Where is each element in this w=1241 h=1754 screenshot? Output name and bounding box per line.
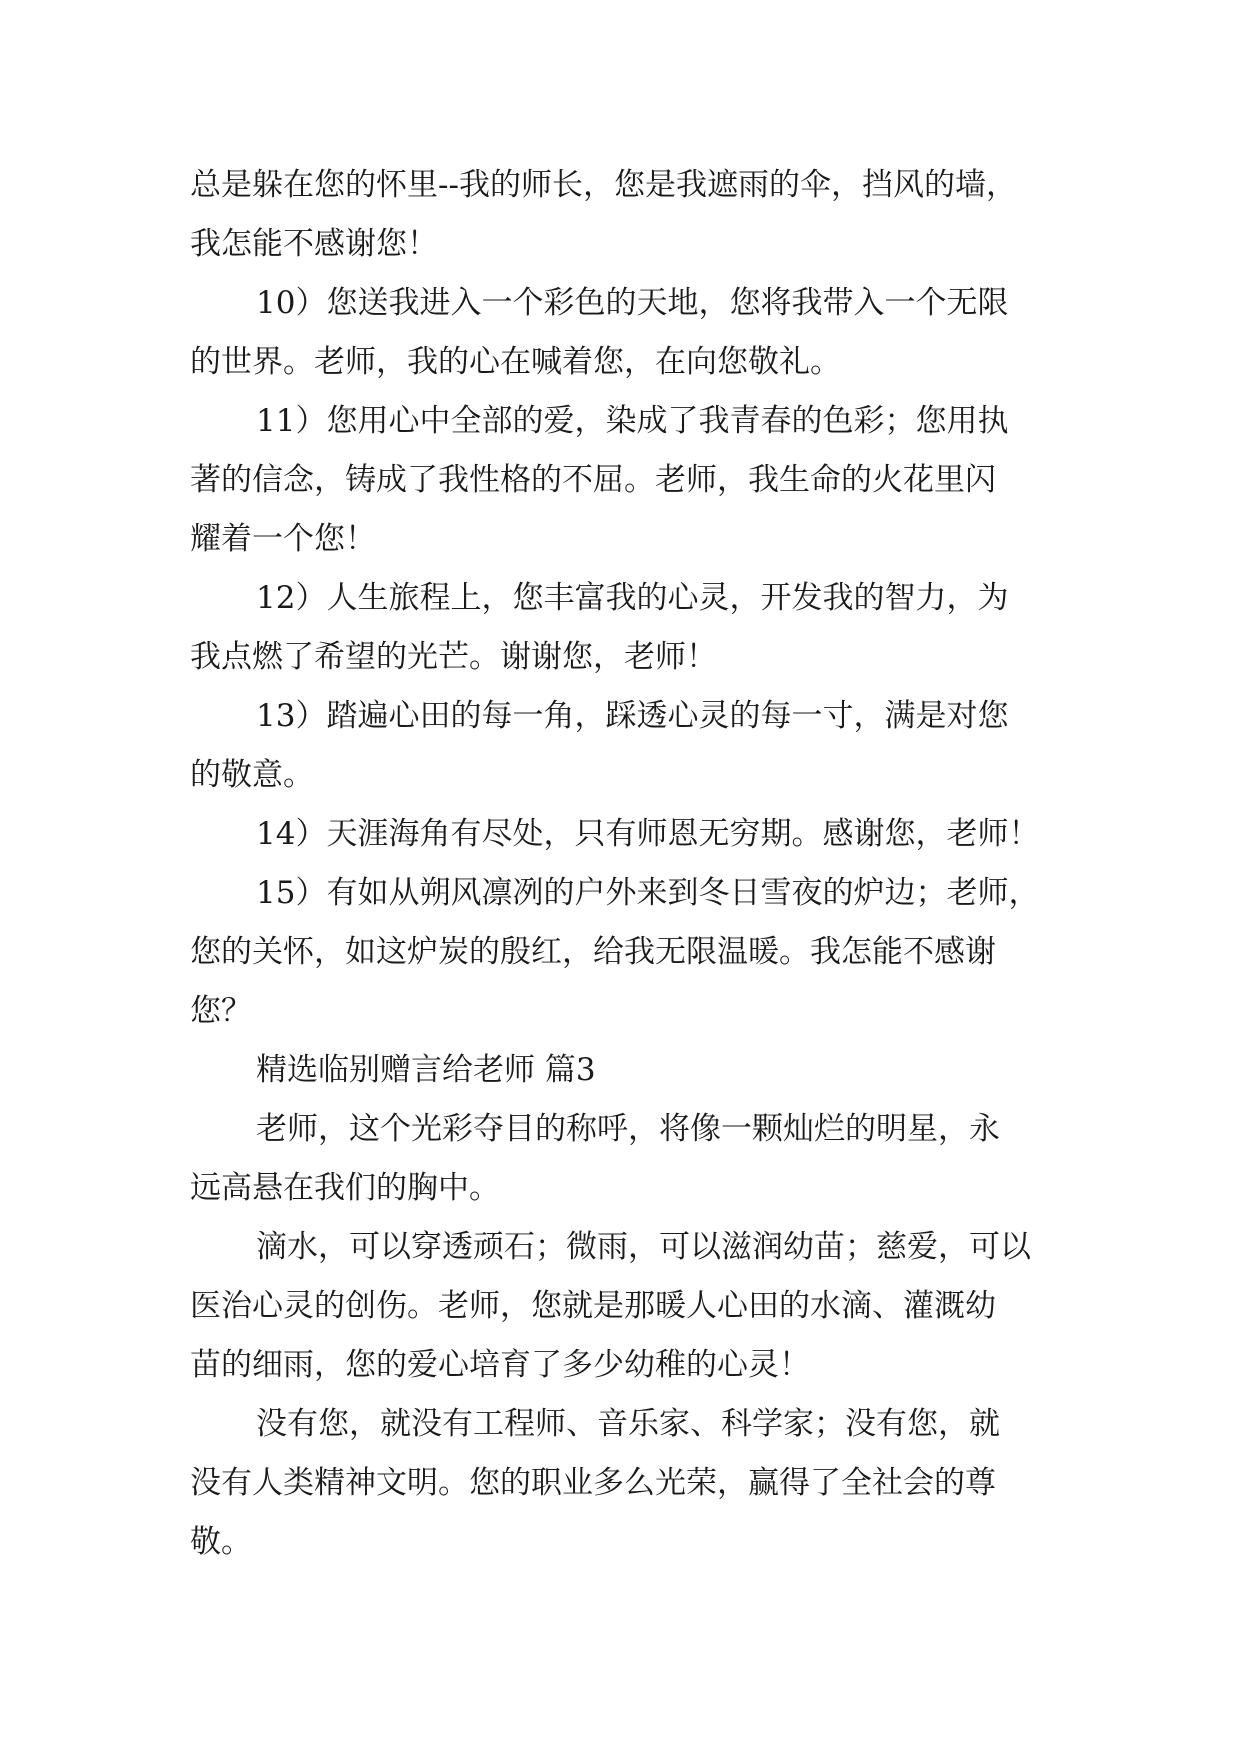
text-line-2: 我怎能不感谢您！ — [190, 226, 438, 262]
list-item-15-line-2: 您的关怀，如这炉炭的殷红，给我无限温暖。我怎能不感谢 — [190, 934, 996, 970]
list-item-10-line-1: 10）您送我进入一个彩色的天地，您将我带入一个无限 — [256, 285, 1009, 321]
list-item-13-line-2: 的敬意。 — [190, 757, 314, 793]
paragraph-3-line-1: 没有您，就没有工程师、音乐家、科学家；没有您，就 — [256, 1406, 1000, 1442]
paragraph-2-line-3: 苗的细雨，您的爱心培育了多少幼稚的心灵！ — [190, 1347, 810, 1383]
text-line-1: 总是躲在您的怀里--我的师长，您是我遮雨的伞，挡风的墙， — [190, 167, 1017, 203]
paragraph-3-line-2: 没有人类精神文明。您的职业多么光荣，赢得了全社会的尊 — [190, 1465, 996, 1501]
paragraph-1-line-1: 老师，这个光彩夺目的称呼，将像一颗灿烂的明星，永 — [256, 1111, 1000, 1147]
paragraph-2-line-1: 滴水，可以穿透顽石；微雨，可以滋润幼苗；慈爱，可以 — [256, 1229, 1031, 1265]
list-item-12-line-2: 我点燃了希望的光芒。谢谢您，老师！ — [190, 639, 717, 675]
list-item-15-line-1: 15）有如从朔风凛冽的户外来到冬日雪夜的炉边；老师， — [256, 875, 1040, 911]
list-item-10-line-2: 的世界。老师，我的心在喊着您，在向您敬礼。 — [190, 344, 841, 380]
paragraph-1-line-2: 远高悬在我们的胸中。 — [190, 1170, 500, 1206]
list-item-13-line-1: 13）踏遍心田的每一角，踩透心灵的每一寸，满是对您 — [256, 698, 1009, 734]
list-item-11-line-1: 11）您用心中全部的爱，染成了我青春的色彩；您用执 — [256, 403, 1009, 439]
list-item-11-line-3: 耀着一个您！ — [190, 521, 376, 557]
paragraph-2-line-2: 医治心灵的创伤。老师，您就是那暖人心田的水滴、灌溉幼 — [190, 1288, 996, 1324]
list-item-14-line-1: 14）天涯海角有尽处，只有师恩无穷期。感谢您，老师！ — [256, 816, 1040, 852]
list-item-15-line-3: 您？ — [190, 993, 252, 1029]
list-item-12-line-1: 12）人生旅程上，您丰富我的心灵，开发我的智力，为 — [256, 580, 1009, 616]
paragraph-3-line-3: 敬。 — [190, 1524, 252, 1560]
list-item-11-line-2: 著的信念，铸成了我性格的不屈。老师，我生命的火花里闪 — [190, 462, 996, 498]
section-heading: 精选临别赠言给老师 篇3 — [256, 1052, 596, 1088]
